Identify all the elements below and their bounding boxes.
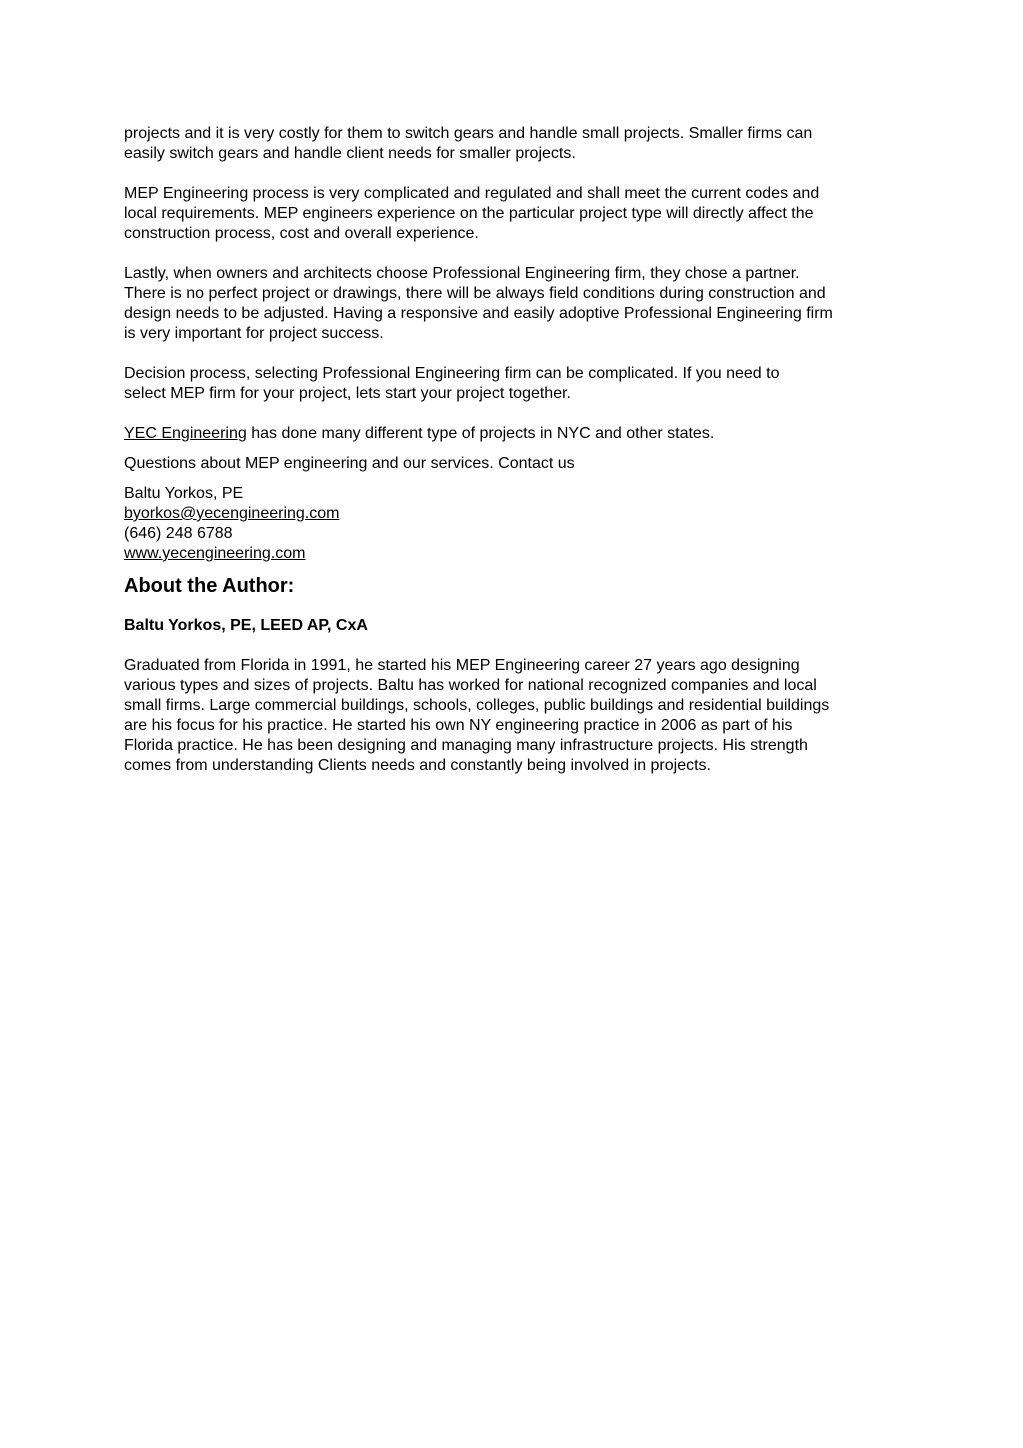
document-page (124, 124, 904, 796)
text-line: Florida practice. He has been designing and managing many infrastructure projects. His strength (124, 737, 808, 754)
paragraph-yec (124, 424, 904, 444)
text-line: comes from understanding Clients needs and constantly being involved in projects. (124, 757, 711, 774)
paragraph-small-firms (124, 124, 904, 164)
contact-name: Baltu Yorkos, PE (124, 485, 244, 502)
contact-line (124, 544, 904, 564)
paragraph-mep-process (124, 184, 904, 244)
yec-description: has done many different type of projects in NYC and other states. (246, 425, 715, 442)
contact-line (124, 504, 904, 524)
text-line: various types and sizes of projects. Baltu has worked for national recognized companies and local (124, 677, 817, 694)
text-line: easily switch gears and handle client needs for smaller projects. (124, 145, 576, 162)
text-line: There is no perfect project or drawings, there will be always field conditions during construction and (124, 285, 826, 302)
text-line: construction process, cost and overall experience. (124, 225, 479, 242)
paragraph-questions (124, 454, 904, 474)
text-line: Decision process, selecting Professional Engineering firm can be complicated. If you need to (124, 365, 780, 382)
text-line: design needs to be adjusted. Having a responsive and easily adoptive Professional Engineering firm (124, 305, 833, 322)
text-line: Lastly, when owners and architects choose Professional Engineering firm, they chose a partner. (124, 265, 800, 282)
yec-engineering-link[interactable]: YEC Engineering (124, 425, 247, 442)
text-line: are his focus for his practice. He started his own NY engineering practice in 2006 as part of his (124, 717, 793, 734)
about-author-heading: About the Author: (124, 575, 295, 597)
text-line: select MEP firm for your project, lets start your project together. (124, 385, 571, 402)
contact-phone: (646) 248 6788 (124, 525, 233, 542)
text-line (124, 424, 904, 444)
text-line: projects and it is very costly for them to switch gears and handle small projects. Smaller firms can (124, 125, 813, 142)
website-link[interactable]: www.yecengineering.com (124, 545, 306, 562)
paragraph-partner (124, 264, 904, 344)
text-line: local requirements. MEP engineers experience on the particular project type will directly affect the (124, 205, 814, 222)
author-name: Baltu Yorkos, PE, LEED AP, CxA (124, 617, 368, 634)
text-line: is very important for project success. (124, 325, 384, 342)
contact-block (124, 484, 904, 564)
author-bio (124, 656, 904, 776)
text-line: MEP Engineering process is very complicated and regulated and shall meet the current codes and (124, 185, 820, 202)
text-line: Questions about MEP engineering and our services. Contact us (124, 455, 575, 472)
text-line: Graduated from Florida in 1991, he started his MEP Engineering career 27 years ago designing (124, 657, 800, 674)
text-line: small firms. Large commercial buildings, schools, colleges, public buildings and residential buildings (124, 697, 830, 714)
paragraph-decision (124, 364, 904, 404)
email-link[interactable]: byorkos@yecengineering.com (124, 505, 340, 522)
